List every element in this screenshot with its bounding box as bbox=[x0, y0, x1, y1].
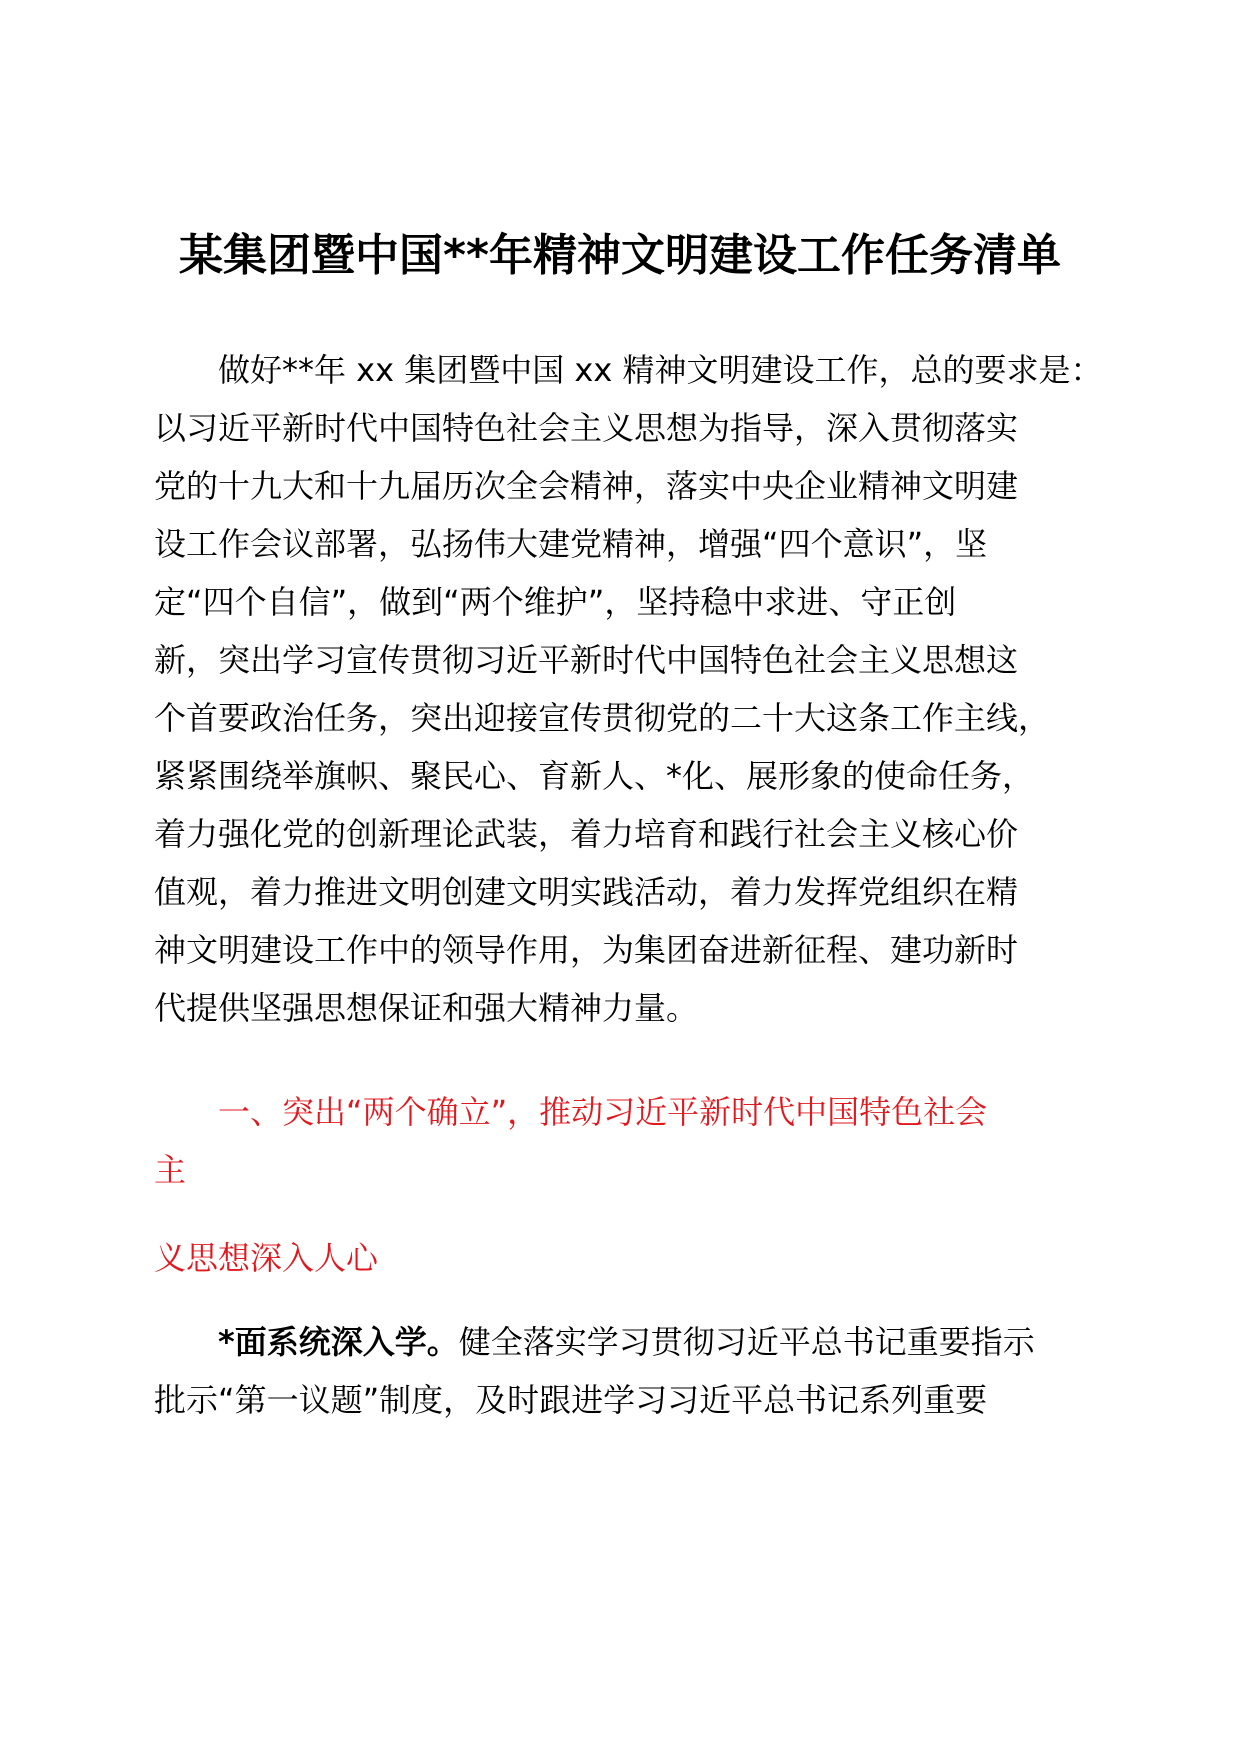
section-heading-line: 义思想深入人心 bbox=[154, 1239, 379, 1277]
paragraph-line: 定“四个自信”，做到“两个维护”，坚持稳中求进、守正创 bbox=[154, 583, 957, 621]
paragraph-line: 紧紧围绕举旗帜、聚民心、育新人、*化、展形象的使命任务， bbox=[154, 757, 1035, 795]
paragraph-line: 着力强化党的创新理论武装，着力培育和践行社会主义核心价 bbox=[154, 815, 1019, 853]
paragraph-line: 个首要政治任务，突出迎接宣传贯彻党的二十大这条工作主线， bbox=[154, 699, 1051, 737]
paragraph-line-rest: 健全落实学习贯彻习近平总书记重要指示 bbox=[458, 1323, 1035, 1361]
section-heading-line: 一、突出“两个确立”，推动习近平新时代中国特色社会 bbox=[218, 1093, 988, 1131]
paragraph-line bbox=[218, 1320, 1035, 1364]
paragraph-line: 做好**年 xx 集团暨中国 xx 精神文明建设工作，总的要求是： bbox=[218, 351, 1103, 389]
paragraph-line: 以习近平新时代中国特色社会主义思想为指导，深入贯彻落实 bbox=[154, 409, 1019, 447]
document-title: 某集团暨中国**年精神文明建设工作任务清单 bbox=[178, 230, 1062, 281]
paragraph-line: 批示“第一议题”制度，及时跟进学习习近平总书记系列重要 bbox=[154, 1381, 988, 1419]
paragraph-lead-bold: *面系统深入学。 bbox=[218, 1323, 459, 1361]
paragraph-line: 党的十九大和十九届历次全会精神，落实中央企业精神文明建 bbox=[154, 467, 1019, 505]
paragraph-line: 神文明建设工作中的领导作用，为集团奋进新征程、建功新时 bbox=[154, 931, 1019, 969]
paragraph-line: 代提供坚强思想保证和强大精神力量。 bbox=[154, 989, 699, 1027]
section-heading-line: 主 bbox=[154, 1151, 187, 1189]
paragraph-line: 设工作会议部署，弘扬伟大建党精神，增强“四个意识”，坚 bbox=[154, 525, 988, 563]
paragraph-line: 新，突出学习宣传贯彻习近平新时代中国特色社会主义思想这 bbox=[154, 641, 1019, 679]
paragraph-line: 值观，着力推进文明创建文明实践活动，着力发挥党组织在精 bbox=[154, 873, 1019, 911]
